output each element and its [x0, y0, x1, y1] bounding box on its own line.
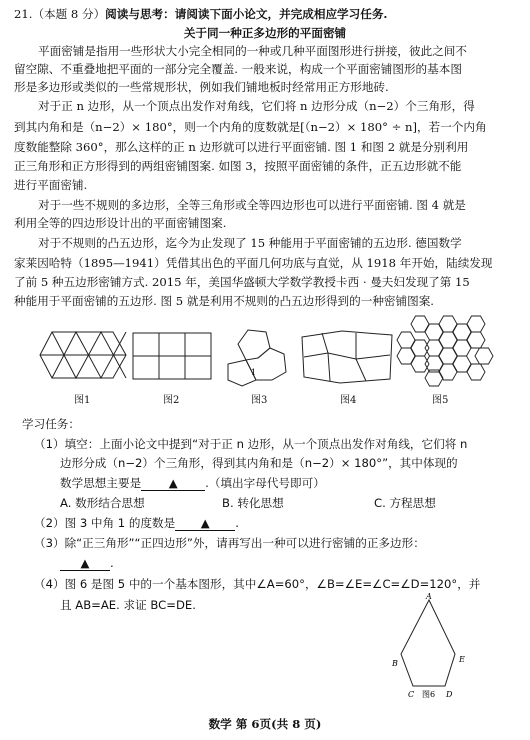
- essay-line: 进行平面密铺.: [14, 178, 88, 192]
- figure-3-pentagons: [226, 328, 290, 388]
- essay-line: 形是多边形或类似的一些常规形状，例如我们铺地板时经常用正方形地砖.: [14, 80, 389, 94]
- essay-line: 正三角形和正方形得到的两组密铺图案. 如图 3，按照平面密铺的条件，正五边形就不能: [14, 159, 462, 173]
- figure-2-caption: 图2: [163, 395, 180, 406]
- figure-3-caption: 图3: [251, 395, 268, 406]
- figure-6-point-c: C: [408, 690, 415, 699]
- task-1-line-2: 边形分成（n−2）个三角形，得到其内角和是（n−2）× 180°”，其中体现的: [60, 456, 458, 470]
- task-2: [34, 516, 239, 531]
- figure-6-point-a: A: [426, 592, 432, 601]
- essay-line: 到其内角和是（n−2）× 180°，则一个内角的度数就是[（n−2）× 180° ÷ n]，若一个内角: [14, 120, 487, 134]
- figure-4-caption: 图4: [340, 395, 357, 406]
- figure-6-point-b: B: [392, 659, 398, 668]
- figure-3-angle-1-label: 1: [251, 368, 257, 377]
- essay-line: 对于不规则的凸五边形，迄今为止发现了 15 种能用于平面密铺的五边形. 德国数学: [38, 236, 462, 250]
- essay-line: 对于正 n 边形，从一个顶点出发作对角线，它们将 n 边形分成（n−2）个三角形，得: [38, 99, 475, 113]
- task-2-suffix: .: [235, 516, 239, 530]
- task-2-blank-marker: ▲: [200, 516, 210, 530]
- figure-6-point-e: E: [459, 655, 465, 664]
- figure-6-pentagon: [375, 592, 495, 706]
- task-2-text: （2）图 3 中角 1 的度数是: [34, 516, 176, 530]
- question-points: （本题 8 分）: [32, 7, 106, 21]
- question-intro: 阅读与思考：请阅读下面小论文，并完成相应学习任务.: [105, 7, 388, 21]
- task-4-line-2: 且 AB=AE. 求证 BC=DE.: [60, 598, 196, 612]
- task-1-line-3-prefix: 数学思想主要是: [60, 476, 142, 490]
- essay-line: 对于一些不规则的多边形，全等三角形或全等四边形也可以进行平面密铺. 图 4 就是: [38, 198, 466, 212]
- figure-6-point-d: D: [446, 690, 453, 699]
- task-1-line-1: （1）填空：上面小论文中提到“对于正 n 边形，从一个顶点出发作对角线，它们将 n: [34, 437, 468, 451]
- essay-line: 平面密铺是指用一些形状大小完全相同的一种或几种平面图形进行拼接，彼此之间不: [38, 44, 467, 58]
- question-header: [14, 7, 387, 21]
- task-1-line-3-suffix: .（填出字母代号即可）: [205, 476, 325, 490]
- task-2-answer-blank[interactable]: [175, 516, 235, 531]
- task-3-answer-blank[interactable]: [60, 556, 110, 571]
- task-1-answer-blank[interactable]: [141, 476, 205, 491]
- tasks-heading: 学习任务：: [22, 417, 80, 431]
- figure-4-quadrilateral-tiling: [300, 329, 394, 385]
- task-3-suffix: .: [110, 556, 114, 570]
- essay-line: 利用全等的四边形设计出的平面密铺图案.: [14, 216, 227, 230]
- essay-line: 种能用于平面密铺的五边形. 图 5 就是利用不规则的凸五边形得到的一种密铺图案.: [14, 294, 434, 308]
- figure-1-triangle-tiling: [38, 330, 128, 380]
- task-1-option-c: C. 方程思想: [374, 496, 436, 510]
- figure-5-pentagon-tiling: [400, 314, 492, 384]
- question-number: 21.: [14, 7, 33, 21]
- task-3-text: （3）除“正三角形”“正四边形”外，请再写出一种可以进行密铺的正多边形：: [34, 536, 425, 550]
- task-4-line-1: （4）图 6 是图 5 中的一个基本图形，其中∠A=60°，∠B=∠E=∠C=∠D=120°，并: [34, 577, 481, 591]
- page-footer: 数学 第 6页(共 8 页): [208, 717, 322, 731]
- essay-line: 了前 5 种五边形密铺方式. 2015 年，美国华盛顿大学数学教授卡西 · 曼夫妇发现了第 15: [14, 275, 470, 289]
- essay-line: 留空隙、不重叠地把平面的一部分完全覆盖. 一般来说，构成一个平面密铺图形的基本图: [14, 62, 462, 76]
- task-1-blank-marker: ▲: [168, 476, 178, 490]
- figure-5-caption: 图5: [432, 395, 449, 406]
- essay-title: 关于同一种正多边形的平面密铺: [183, 26, 347, 40]
- task-1-option-a: A. 数形结合思想: [60, 496, 145, 510]
- task-1-option-b: B. 转化思想: [222, 496, 284, 510]
- figure-1-caption: 图1: [74, 395, 91, 406]
- task-1-line-3: [60, 476, 325, 491]
- figure-6-caption: 图6: [422, 690, 436, 699]
- essay-line: 度数能整除 360°，那么这样的正 n 边形就可以进行平面密铺. 图 1 和图 2 就是分别利用: [14, 140, 469, 154]
- task-3-blank-marker: ▲: [80, 556, 90, 570]
- task-3-answer-line: [60, 556, 114, 571]
- essay-line: 家莱因哈特（1895—1941）凭借其出色的平面几何功底与直觉，从 1918 年开始，陆续发现: [14, 256, 493, 270]
- figure-2-square-tiling: [132, 332, 212, 380]
